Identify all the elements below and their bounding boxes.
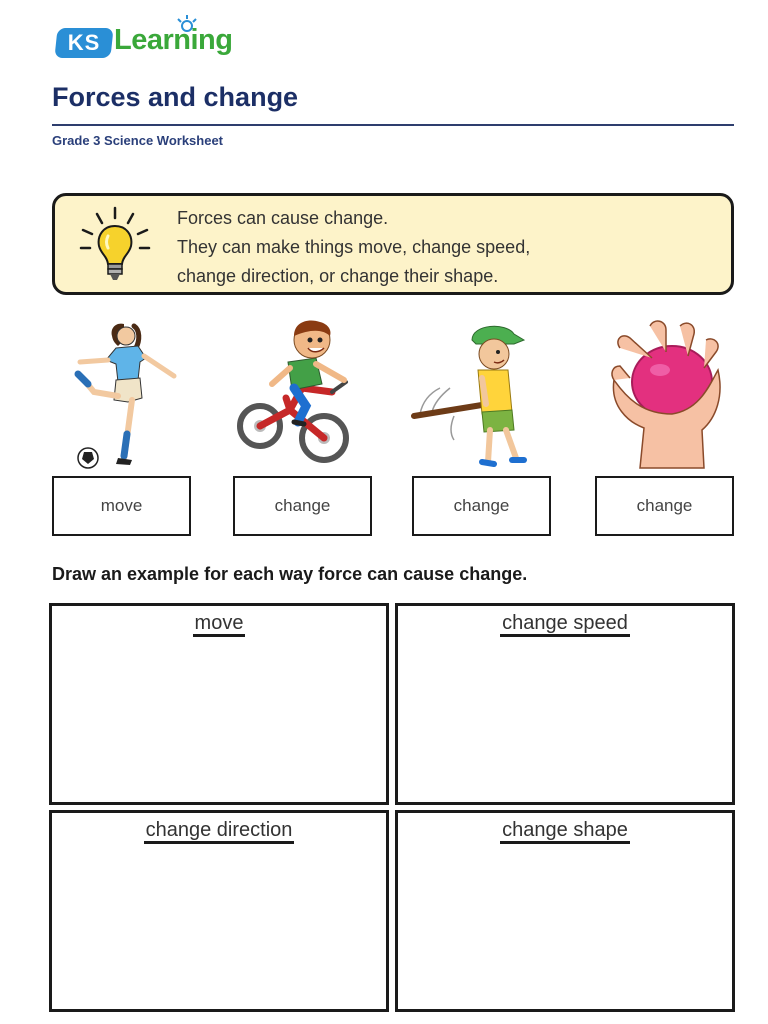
- info-text: [177, 204, 530, 291]
- logo-badge-text: KS: [67, 30, 101, 55]
- drawing-box-change-direction[interactable]: [49, 810, 389, 1012]
- info-line: Forces can cause change.: [177, 208, 389, 228]
- picture-label-box: change: [412, 476, 551, 536]
- drawing-box-move[interactable]: [49, 603, 389, 805]
- instruction-text: Draw an example for each way force can cause change.: [52, 564, 528, 584]
- ks-learning-logo: [52, 14, 252, 62]
- drawing-box-title: change direction: [144, 819, 295, 844]
- picture-label-box: change: [233, 476, 372, 536]
- page-title: Forces and change: [52, 82, 299, 112]
- title-divider: [52, 124, 734, 126]
- info-line: They can make things move, change speed,: [177, 237, 531, 257]
- drawing-box-change-shape[interactable]: [395, 810, 735, 1012]
- logo-badge: [54, 28, 113, 58]
- drawing-box-change-speed[interactable]: [395, 603, 735, 805]
- sparkle-icon: [174, 14, 200, 36]
- page-subtitle: Grade 3 Science Worksheet: [52, 133, 224, 148]
- soccer-player-icon: [58, 318, 198, 473]
- drawing-box-title: change speed: [500, 612, 630, 637]
- light-bulb-icon: [75, 206, 155, 286]
- info-line: change direction, or change their shape.: [177, 266, 499, 286]
- hand-squeezing-ball-icon: [600, 318, 740, 473]
- drawing-box-title: change shape: [500, 819, 630, 844]
- boy-on-bike-icon: [232, 318, 372, 473]
- picture-label-box: change: [595, 476, 734, 536]
- logo-wordmark: Learning: [114, 24, 233, 56]
- drawing-box-title: move: [193, 612, 246, 637]
- info-box: [52, 193, 734, 295]
- picture-label-box: move: [52, 476, 191, 536]
- boy-with-bat-icon: [410, 318, 550, 473]
